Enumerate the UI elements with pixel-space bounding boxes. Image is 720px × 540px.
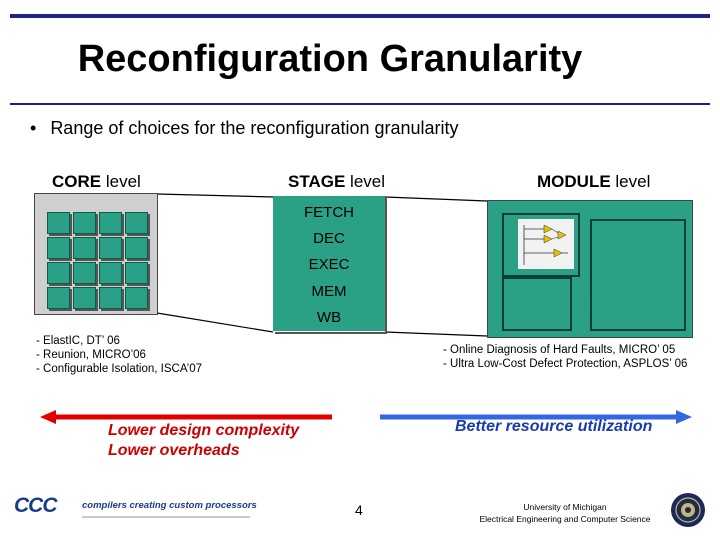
refs-left [36,334,202,376]
stage-exec [273,252,385,280]
core-level-bold: CORE [52,172,102,191]
ref-item: - Online Diagnosis of Hard Faults, MICRO’ 05 [443,344,676,356]
ccc-logo [14,494,257,518]
core-tile [47,287,70,309]
stage-dec-label: DEC [313,230,345,247]
stage-dec [273,226,385,253]
bullet-text: Range of choices for the reconfiguration granularity [50,118,459,138]
module-unit [502,277,572,331]
module-unit [590,219,686,331]
slide-title: Reconfiguration Granularity [77,38,583,80]
core-tile [125,287,148,309]
core-tile [99,287,122,309]
stage-mem [273,279,385,306]
ref-item: - ElastIC, DT’ 06 [36,335,120,347]
ref-item: - Reunion, MICRO’06 [36,349,146,361]
core-tile [47,212,70,234]
page-number: 4 [355,502,363,518]
bullet-dot: • [30,118,37,138]
core-tile [47,237,70,259]
stage-wb [273,305,385,332]
stage-fetch [273,196,385,227]
core-tile [47,262,70,284]
refs-right [443,343,687,371]
ref-item: - Configurable Isolation, ISCA’07 [36,363,202,375]
tradeoff-right: Better resource utilization [455,418,653,435]
core-tile [73,262,96,284]
core-tile [99,262,122,284]
university-info [460,501,670,525]
module-level-rest: level [610,172,651,191]
core-tile [73,212,96,234]
pipeline-stages [273,196,385,332]
univ-line2: Electrical Engineering and Computer Science [479,514,651,524]
tradeoff-left-line2: Lower overheads [108,442,240,459]
core-tile [125,262,148,284]
stage-level-bold: STAGE [288,172,346,191]
stage-fetch-label: FETCH [304,204,354,221]
logo-tagline: compilers creating custom processors [82,500,257,511]
logo-text: CCC [14,494,57,517]
module-level-bold: MODULE [537,172,611,191]
ref-item: - Ultra Low-Cost Defect Protection, ASPLOS’ 06 [443,358,688,370]
core-tile [125,212,148,234]
stage-wb-label: WB [316,309,342,326]
core-tile [73,237,96,259]
module-block [487,200,693,338]
module-unit [502,213,580,277]
core-tile [99,212,122,234]
univ-line1: University of Michigan [523,502,607,512]
core-grid [34,193,158,315]
university-seal-icon [670,492,706,528]
core-tile [125,237,148,259]
logo-underline [82,516,250,518]
core-tile [99,237,122,259]
tradeoff-left-line1: Lower design complexity [108,422,300,439]
stage-level-rest: level [345,172,385,191]
circuit-diagram [504,215,578,275]
core-tile [73,287,96,309]
stage-mem-label: MEM [311,283,347,300]
core-level-rest: level [101,172,141,191]
stage-exec-label: EXEC [308,256,350,273]
